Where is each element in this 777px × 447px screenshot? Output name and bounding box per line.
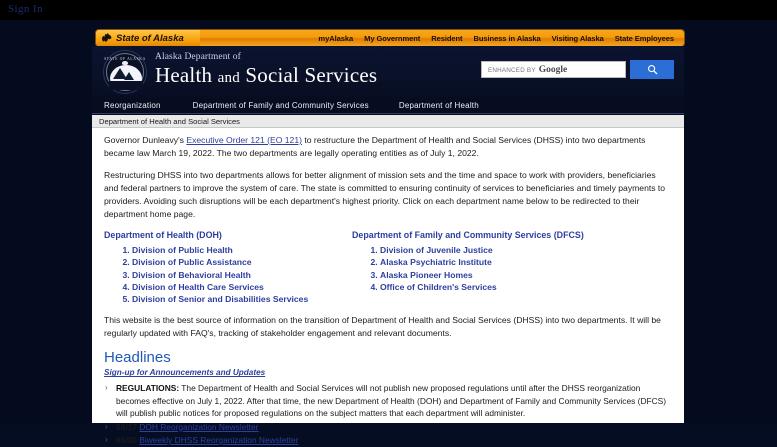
header-title-block — [155, 52, 377, 88]
nav-reorganization[interactable]: Reorganization — [104, 101, 161, 110]
list-item[interactable] — [380, 257, 652, 269]
state-of-alaska-bar — [96, 30, 684, 46]
state-nav-visiting-alaska[interactable]: Visiting Alaska — [551, 33, 604, 43]
state-seal-logo[interactable] — [103, 50, 147, 94]
state-nav-myalaska[interactable]: myAlaska — [318, 33, 354, 43]
list-item — [104, 382, 672, 419]
search-icon — [647, 64, 658, 75]
google-label: Google — [538, 64, 568, 75]
list-item[interactable] — [132, 270, 352, 282]
nav-department-of-family-and-community-services[interactable]: Department of Family and Community Services — [192, 101, 369, 110]
seal-bird-icon — [122, 61, 128, 65]
headlines-heading: Headlines — [104, 349, 171, 367]
search-input[interactable] — [481, 61, 626, 78]
list-item[interactable] — [104, 434, 672, 446]
doh-column — [104, 230, 352, 306]
doh-item-label: Division of Public Health — [132, 245, 233, 255]
state-nav-resident[interactable]: Resident — [431, 33, 463, 43]
title-social-services: Social Services — [245, 63, 378, 87]
alaska-map-icon — [101, 33, 112, 44]
dfcs-item-label: Division of Juvenile Justice — [380, 245, 493, 255]
doh-item-label: Division of Senior and Disabilities Services — [132, 294, 309, 305]
headline-link[interactable]: Biweekly DHSS Reorganization Newsletter — [139, 435, 299, 446]
nav-department-of-health[interactable]: Department of Health — [398, 101, 479, 110]
sign-in-link[interactable]: Sign In — [8, 3, 43, 15]
list-item[interactable] — [380, 245, 652, 257]
chevron-right-icon: › — [105, 435, 108, 445]
list-item[interactable] — [380, 270, 652, 282]
state-nav-state-employees[interactable]: State Employees — [614, 33, 674, 43]
doh-division-list — [104, 245, 352, 306]
restructuring-paragraph: Restructuring DHSS into two departments allows for better alignment of mission sets and the time and space to work with providers, beneficiaries and federal partners to improve the system of care. The state is committed to ensuring continuity of services to beneficiaries and timely payments to providers. Avoiding such disruptions will be each department's highest priority. Click on each department name below to be redirected to their department home page. — [104, 170, 666, 219]
search-area — [481, 60, 674, 79]
seal-mountain-secondary-icon — [124, 72, 134, 80]
dfcs-item-label: Office of Children's Services — [380, 281, 497, 292]
list-item[interactable] — [380, 282, 652, 294]
seal-base — [109, 81, 143, 90]
regulations-text: The Department of Health and Social Services will not publish new proposed regulations until after the DHSS reorganization becomes effective on July 1, 2022. After that time, the new Department of Health (DOH) and Department of Family and Community Services (DFCS) will publish public notices for proposed regulations on the subject matters that each department will administer. — [116, 383, 667, 419]
dfcs-column — [352, 230, 652, 306]
chevron-right-icon: › — [105, 383, 108, 393]
state-of-alaska-brand[interactable] — [96, 30, 200, 46]
state-nav — [318, 30, 674, 46]
regulations-label: REGULATIONS: — [116, 383, 180, 394]
state-of-alaska-label: State of Alaska — [116, 32, 184, 44]
list-item[interactable] — [132, 257, 352, 269]
search-placeholder — [488, 65, 567, 75]
dfcs-division-list — [352, 245, 652, 294]
list-item[interactable] — [132, 294, 352, 306]
headline-date: 08/17 — [116, 421, 137, 432]
list-item[interactable] — [104, 421, 672, 433]
title-health: Health — [155, 63, 213, 87]
headline-date: 06/30 — [116, 435, 137, 446]
doh-item-label: Division of Behavioral Health — [132, 269, 251, 280]
site-header — [92, 46, 684, 98]
list-item[interactable] — [132, 282, 352, 294]
seal-text: STATE OF ALASKA — [104, 57, 146, 61]
breadcrumb-current: Department of Health and Social Services — [99, 116, 240, 126]
dfcs-item-label: Alaska Psychiatric Institute — [380, 257, 492, 268]
intro-text-after: to restructure the Department of Health and Social Services (DHSS) into two departments became law March 19, 2022. The two departments are legally operating entities as of July 1, 2022. — [104, 135, 646, 158]
headlines-list — [104, 382, 672, 446]
website-info-paragraph: This website is the best source of information on the transition of Department of Health and Social Services (DHSS) into two departments. It will be regularly updated with FAQ's, tracking of stakeholder engagement and relevant documents. — [104, 315, 661, 339]
executive-order-link[interactable]: Executive Order 121 (EO 121) — [186, 135, 302, 145]
signup-link[interactable]: Sign-up for Announcements and Updates — [104, 368, 266, 378]
title-and: and — [217, 70, 240, 86]
sign-in-bar — [0, 0, 777, 20]
intro-text-before: Governor Dunleavy's — [104, 135, 187, 145]
header-pre-title: Alaska Department of — [155, 52, 241, 62]
headline-link[interactable]: DOH Reorganization Newsletter — [139, 421, 259, 432]
main-content — [92, 128, 684, 446]
intro-paragraph — [104, 134, 672, 160]
department-columns — [104, 230, 672, 306]
list-item[interactable] — [132, 245, 352, 257]
dfcs-heading[interactable]: Department of Family and Community Services (DFCS) — [352, 230, 584, 240]
breadcrumb — [92, 115, 684, 128]
state-nav-business-in-alaska[interactable]: Business in Alaska — [473, 33, 541, 43]
doh-heading[interactable]: Department of Health (DOH) — [104, 230, 222, 240]
dfcs-item-label: Alaska Pioneer Homes — [380, 269, 473, 280]
main-nav — [92, 98, 684, 114]
chevron-right-icon: › — [105, 421, 108, 431]
enhanced-by-label: ENHANCED BY — [488, 66, 536, 74]
page-title — [155, 63, 377, 88]
state-nav-my-government[interactable]: My Government — [364, 33, 421, 43]
search-button[interactable] — [630, 60, 674, 79]
doh-item-label: Division of Health Care Services — [132, 281, 264, 292]
doh-item-label: Division of Public Assistance — [132, 257, 252, 268]
